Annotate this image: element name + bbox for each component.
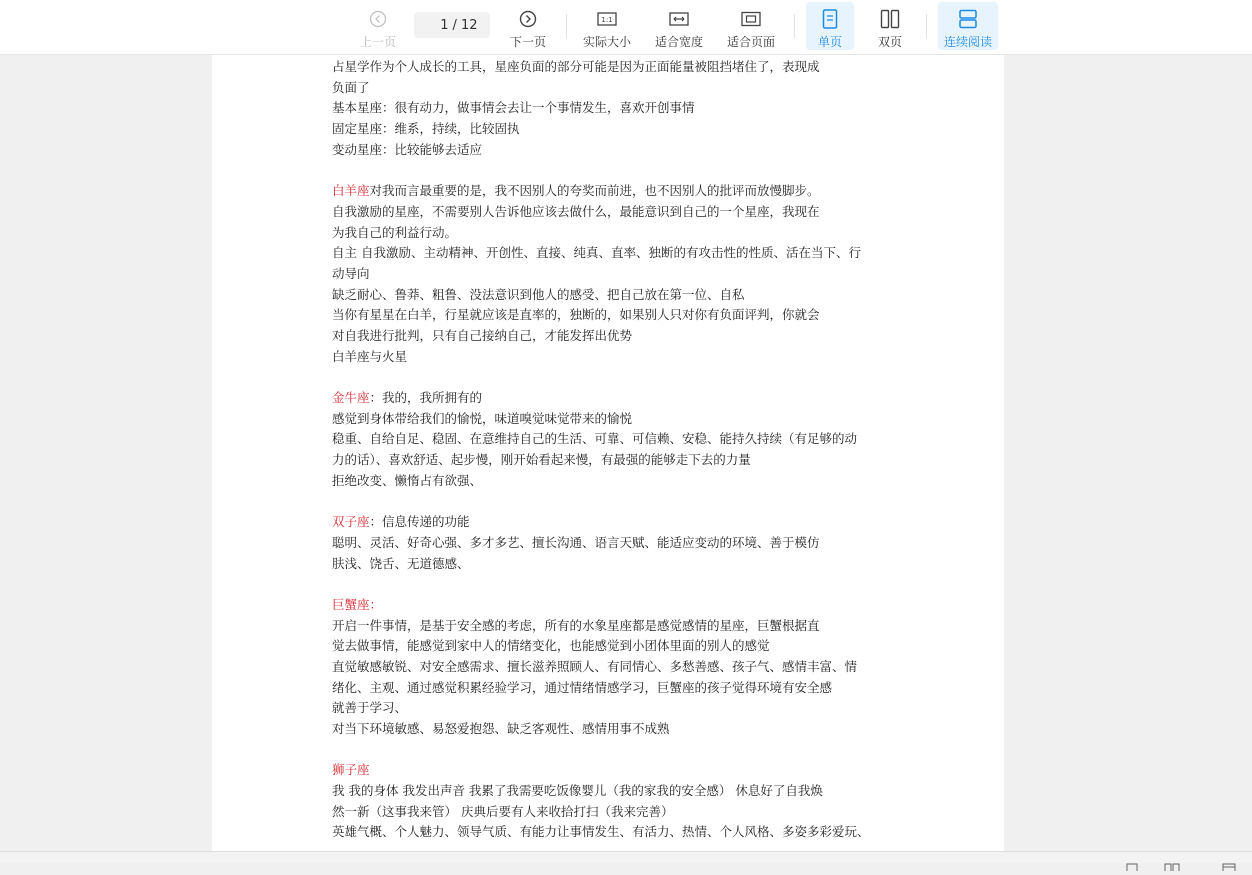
text-span: ：我的，我所拥有的 [369,390,483,405]
text-line: 动导向 [332,265,370,281]
fit-page-icon [741,8,761,30]
text-line: 就善于学习、 [332,700,408,716]
double-page-label: 双页 [877,35,902,49]
taurus-line [332,388,892,409]
vertical-scrollbar[interactable] [1246,55,1252,851]
actual-size-label: 实际大小 [582,35,631,49]
cancer-line [332,595,892,616]
chevron-right-circle-icon [519,8,537,30]
text-line: 当你有星星在白羊，行星就应该是直率的，独断的，如果别人只对你有负面评判，你就会 [332,307,820,323]
continuous-reading-button[interactable] [938,2,998,50]
document-page [212,55,1004,862]
leo-line [332,760,892,781]
toolbar-divider [794,14,795,38]
reader-toolbar [0,0,1252,55]
status-bar [0,851,1252,863]
blank-line [332,160,892,181]
sign-title-taurus: 金牛座 [332,390,370,405]
text-line: 英雄气概、个人魅力、领导气质、有能力让事情发生、有活力、热情、个人风格、多姿多彩爱玩、 [332,824,870,840]
blank-line [332,491,892,512]
text-line: 拒绝改变、懒惰占有欲强、 [332,472,483,488]
text-line: 稳重、自给自足、稳固、在意维持自己的生活、可靠、可信赖、安稳、能持久持续（有足够的动 [332,431,858,447]
text-line: 聪明、灵活、好奇心强、多才多艺、擅长沟通、语言天赋、能适应变动的环境、善于模仿 [332,534,820,550]
actual-size-button[interactable] [578,2,636,50]
double-page-view-icon[interactable] [1164,856,1180,875]
aries-line [332,181,892,202]
fit-width-icon [669,8,689,30]
text-line: 固定星座：维系，持续，比较固执 [332,121,520,137]
text-line: 力的话）、喜欢舒适、起步慢，刚开始看起来慢，有最强的能够走下去的力量 [332,452,751,468]
double-page-icon [880,8,900,30]
fit-page-button[interactable] [722,2,780,50]
page-number-input[interactable] [426,18,448,33]
fit-page-label: 适合页面 [726,35,775,49]
text-line: 占星学作为个人成长的工具，星座负面的部分可能是因为正面能量被阻挡堵住了，表现成 [332,59,820,74]
page-total: / 12 [452,17,478,33]
text-line: 绪化、主观、通过感觉积累经验学习，通过情绪情感学习，巨蟹座的孩子觉得环境有安全感 [332,679,833,695]
text-line: 肤浅、饶舌、无道德感、 [332,555,470,571]
toolbar-divider [566,14,567,38]
sign-title-cancer: 巨蟹座 [332,596,370,612]
page-indicator [414,12,490,38]
next-page-label: 下一页 [509,35,546,49]
text-line: 自我激励的星座，不需要别人告诉他应该去做什么，最能意识到自己的一个星座，我现在 [332,203,820,219]
fit-width-button[interactable] [650,2,708,50]
actual-size-icon [597,8,617,30]
text-line: 我 我的身体 我发出声音 我累了我需要吃饭像婴儿（我的家我的安全感） 休息好了自我焕 [332,783,823,799]
text-span: ： [369,596,383,612]
svg-text:1:1: 1:1 [601,16,613,24]
blank-line [332,740,892,761]
blank-line [332,367,892,388]
chevron-left-circle-icon [369,8,387,30]
toolbar-divider [926,14,927,38]
document-text [332,57,892,843]
continuous-reading-icon [958,8,978,30]
text-line: 缺乏耐心、鲁莽、粗鲁、没法意识到他人的感受、把自己放在第一位、自私 [332,286,745,302]
double-page-button[interactable] [866,2,914,50]
sign-title-leo: 狮子座 [332,762,370,778]
text-line: 感觉到身体带给我们的愉悦，味道嗅觉味觉带来的愉悦 [332,410,633,426]
single-page-view-icon[interactable] [1126,856,1138,875]
continuous-view-icon[interactable] [1222,856,1236,875]
prev-page-label: 上一页 [359,35,396,49]
text-line: 直觉敏感敏锐、对安全感需求、擅长滋养照顾人、有同情心、多愁善感、孩子气、感情丰富、情 [332,658,858,674]
text-line: 对自我进行批判，只有自己接纳自己，才能发挥出优势 [332,327,633,343]
text-line: 然一新（这事我来管） 庆典后要有人来收拾打扫（我来完善） [332,803,674,819]
text-line: 白羊座与火星 [332,348,408,364]
fit-width-label: 适合宽度 [654,35,703,49]
single-page-icon [822,8,838,30]
text-line: 为我自己的利益行动。 [332,224,458,240]
single-page-button[interactable] [806,2,854,50]
text-line: 变动星座：比较能够去适应 [332,141,483,157]
text-line: 负面了 [332,79,370,95]
sign-title-aries: 白羊座 [332,183,370,199]
gemini-line [332,512,892,533]
text-line: 开启一件事情，是基于安全感的考虑，所有的水象星座都是感觉感情的星座，巨蟹根据直 [332,617,820,633]
sign-title-gemini: 双子座 [332,514,370,530]
single-page-label: 单页 [817,35,842,49]
text-line: 对当下环境敏感、易怒爱抱怨、缺乏客观性、感情用事不成熟 [332,721,670,736]
next-page-button[interactable] [504,2,552,50]
blank-line [332,574,892,595]
text-line: 基本星座：很有动力，做事情会去让一个事情发生，喜欢开创事情 [332,100,695,116]
text-span: ：信息传递的功能 [369,514,470,530]
text-line: 自主 自我激励、主动精神、开创性、直接、纯真、直率、独断的有攻击性的性质、活在当下、行 [332,245,861,261]
prev-page-button[interactable] [354,2,402,50]
text-span: 对我而言最重要的是，我不因别人的夸奖而前进，也不因别人的批评而放慢脚步。 [369,183,820,199]
continuous-reading-label: 连续阅读 [943,35,992,49]
text-line: 觉去做事情，能感觉到家中人的情绪变化，也能感觉到小团体里面的别人的感觉 [332,638,770,654]
